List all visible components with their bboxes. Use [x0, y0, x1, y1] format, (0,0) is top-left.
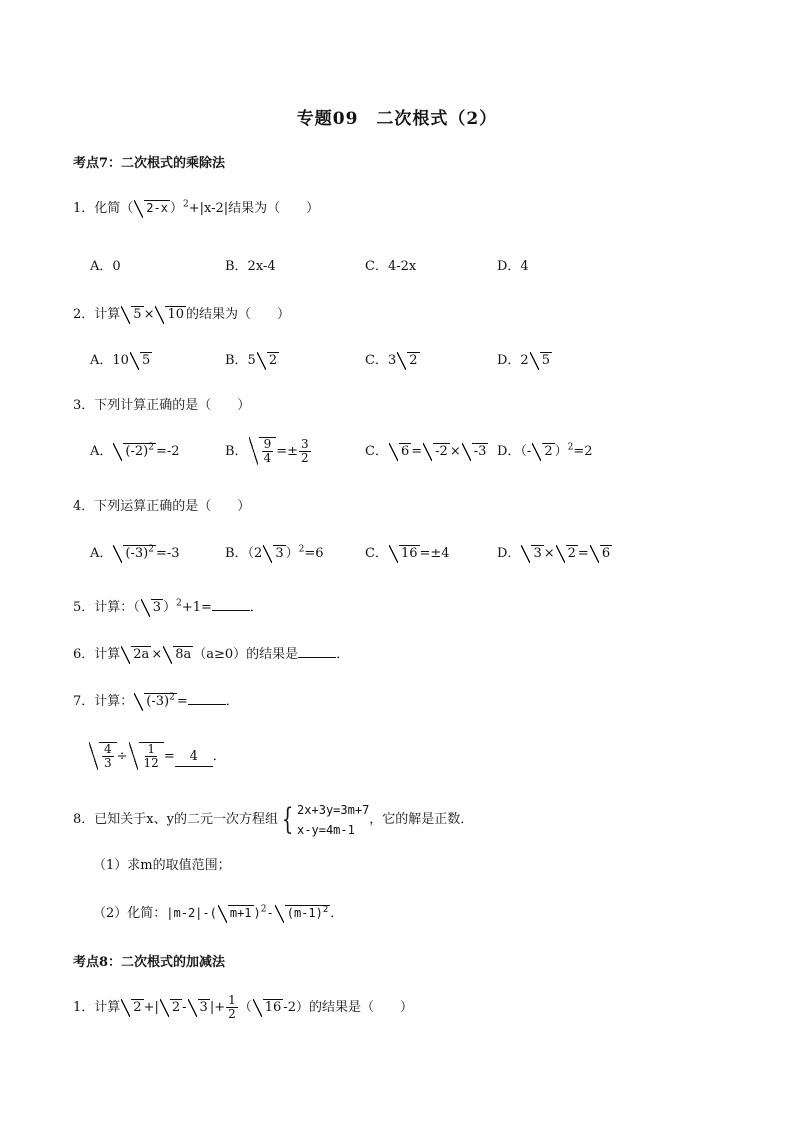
question-4: 4．下列运算正确的是（ ） — [73, 499, 251, 514]
q1-option-d[interactable]: D．4 — [497, 259, 529, 274]
question-8: 8．已知关于x、y的二元一次方程组 { 2x+3y=3m+7 x-y=4m-1 ，它的解是正数． — [73, 800, 473, 840]
fraction: $\frac{3}{2}$ — [301, 437, 309, 465]
question-3: 3．下列计算正确的是（ ） — [73, 398, 251, 413]
q1-option-b[interactable]: B．2x-4 — [225, 259, 276, 274]
radical: 8a — [163, 646, 193, 664]
question-1: 1．化简（ 2-x ）$^2$+|x-2|结果为（ ） — [73, 199, 320, 216]
radical: 2 — [532, 443, 554, 461]
radical: 6 — [590, 545, 612, 563]
question-7-part-2: $\frac{4}{3}$ ÷ $\frac{1}{12}$ = 4 ． — [88, 742, 226, 770]
radical: 16 — [253, 999, 284, 1017]
radical: $(m-1)^2$ — [275, 905, 331, 923]
radical: 2 — [397, 352, 419, 370]
fraction: $\frac{1}{12}$ — [143, 742, 159, 770]
q2-option-c[interactable]: C．3 2 — [365, 353, 418, 368]
radical: 2-x — [134, 200, 170, 218]
radical: 5 — [130, 352, 152, 370]
question-6: 6．计算 2a × 8a （a≥0）的结果是 ． — [73, 647, 350, 662]
radical: 2 — [257, 352, 279, 370]
radical: 3 — [521, 545, 543, 563]
question-5: 5．计算：（ 3 ）$^2$+1= ． — [73, 598, 263, 615]
q4-option-a[interactable]: A． $(-3)^2 =-3$ — [90, 544, 180, 561]
section-8-question-1: 1．计算 2 +| 2 - 3 |+ $\frac{1}{2}$ （ 16 -2）的结果是（ ） — [73, 993, 413, 1021]
fraction: $\frac{4}{3}$ — [104, 742, 112, 770]
question-8-part-2: （2）化简：|m-2|-( m+1 )$^2$- $(m-1)^2$ ． — [93, 904, 344, 921]
q4-option-b[interactable]: B．（2 3 ）$^2$=6 — [225, 544, 324, 561]
left-brace: { — [281, 802, 294, 837]
radical: 2 — [121, 999, 143, 1017]
radical: 2 — [160, 999, 182, 1017]
q2-option-b[interactable]: B．5 2 — [225, 353, 278, 368]
equation-system: 2x+3y=3m+7 x-y=4m-1 — [297, 803, 370, 837]
radical: 6 — [389, 443, 411, 461]
radical: $(-3)^2$ — [113, 545, 156, 563]
q3-option-b[interactable]: B． $\frac{9}{4}$ =± $\frac{3}{2}$ — [225, 437, 309, 465]
radical: 3 — [141, 599, 163, 617]
q1-option-a[interactable]: A．0 — [90, 259, 121, 274]
q3-option-d[interactable]: D．（- 2 ）$^2$=2 — [497, 442, 593, 459]
radical: 5 — [530, 352, 552, 370]
radical: 2 — [556, 545, 578, 563]
radical — [249, 437, 277, 465]
answer-blank[interactable] — [212, 598, 250, 611]
q3-option-c[interactable]: C． 6 = -2 × -3 — [365, 444, 487, 459]
question-8-part-1: （1）求m的取值范围； — [93, 858, 231, 873]
radical: 5 — [121, 306, 143, 324]
q1-option-c[interactable]: C．4-2x — [365, 259, 417, 274]
answer-blank[interactable] — [298, 645, 336, 658]
q3-option-a[interactable]: A． $(-2)^2 =-2$ — [90, 442, 180, 459]
radical: 2a — [121, 646, 151, 664]
radical: $(-3)^2$ — [134, 693, 177, 711]
page-title: 专题09 二次根式（2） — [296, 109, 498, 129]
question-2: 2．计算 5 × 10 的结果为（ ） — [73, 307, 291, 322]
radical: 16 — [389, 545, 420, 563]
radical: 10 — [155, 306, 186, 324]
radical: $(-2)^2$ — [113, 443, 156, 461]
radical: 3 — [188, 999, 210, 1017]
answer-blank[interactable] — [188, 692, 226, 705]
filled-answer: 4 — [175, 748, 213, 767]
radical: 3 — [263, 545, 285, 563]
radical: m+1 — [218, 905, 254, 923]
q2-option-a[interactable]: A．10 5 — [90, 353, 151, 368]
radical — [89, 742, 117, 770]
q4-option-c[interactable]: C． 16 =±4 — [365, 546, 450, 561]
section-heading-7: 考点7：二次根式的乘除法 — [73, 156, 226, 171]
fraction: $\frac{1}{2}$ — [228, 993, 236, 1021]
radical: -2 — [423, 443, 450, 461]
radical — [129, 742, 164, 770]
radical: -3 — [462, 443, 489, 461]
q2-option-d[interactable]: D．2 5 — [497, 353, 550, 368]
section-heading-8: 考点8：二次根式的加减法 — [73, 955, 226, 970]
q4-option-d[interactable]: D． 3 × 2 = 6 — [497, 546, 611, 561]
fraction: $\frac{9}{4}$ — [263, 437, 272, 465]
question-7: 7．计算： $(-3)^2$ = ． — [73, 692, 239, 709]
